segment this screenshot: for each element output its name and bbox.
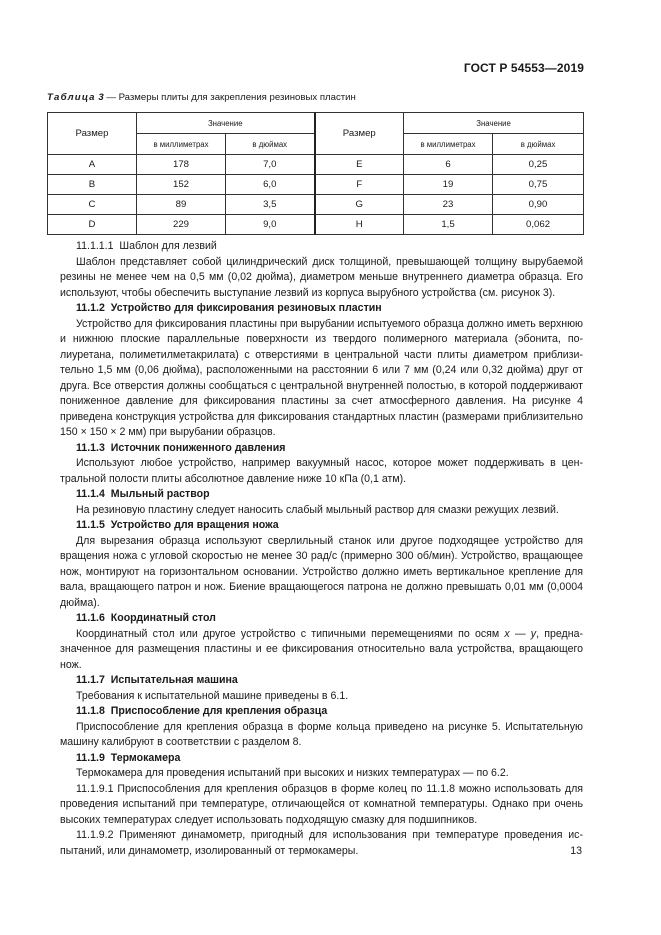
cell-mm: 6 [404,155,493,175]
table-caption [47,92,356,103]
paragraph: Шаблон представляет собой цилиндрический диск толщиной, превышающей толщину вырубаемой резины не менее чем на 0,5 мм (0,02 дюйма), диаметром меньше внутреннего диаметра образца. Его используют, чтобы обеспечить выступание лезвий из корпуса вырубного устройства (см. рисунок 3). [60,255,583,299]
cell-in: 0,062 [493,215,584,235]
header-in-left: в дюймах [226,134,315,155]
paragraph: Требования к испытательной машине приведены в 6.1. [76,689,349,702]
body-text [60,239,583,859]
table-caption-text: — Размеры плиты для закрепления резиновых пластин [103,92,356,103]
section-number: 11.1.5 [76,519,105,531]
header-size-right: Размер [315,113,404,155]
table-row [48,215,584,235]
section-number: 11.1.1.1 [76,240,114,252]
header-value-left: Значение [137,113,315,134]
table-row [48,155,584,175]
cell-mm: 23 [404,195,493,215]
cell-mm: 178 [137,155,226,175]
cell-size: E [315,155,404,175]
cell-in: 7,0 [226,155,315,175]
cell-in: 0,90 [493,195,584,215]
cell-size: C [48,195,137,215]
paragraph: Устройство для фиксирования пластины при вырубании испытуемого образца должно иметь верхнюю и нижнюю плоские параллельные поверхности из твердого полимерного материала (эбонита, полиуретана, полиметилметакрилата) с отверстиями в центральной части плиты диаметром приблизительно 1,5 мм (0,06 дюйма), расположенными на расстоянии 6 или 7 мм (0,24 или 0,32 дюйма) друг от друга. Все отверстия должны сообщаться с центральной внутренней полостью, в которой поддерживают пониженное давление для фиксирования пластины за счет атмосферного давления. На рисунке 4 приведена конструкция устройства для фиксирования стандартных пластин (размерами приблизительно 150 × 150 × 2 мм) при вырубании образцов. [60,317,583,438]
paragraph: Термокамера для проведения испытаний при высоких и низких температурах — по 6.2. [76,767,509,779]
cell-in: 9,0 [226,215,315,235]
page-number: 13 [570,845,582,857]
section-title: Приспособление для крепления образца [110,705,328,717]
section-title: Устройство для вращения ножа [110,519,279,531]
section-number: 11.1.2 [76,302,105,314]
cell-mm: 229 [137,215,226,235]
section-heading [60,301,583,317]
cell-size: A [48,155,137,175]
section-heading [60,239,583,255]
standard-code: ГОСТ Р 54553—2019 [463,61,584,75]
axis-y: y [530,627,537,640]
header-size-left: Размер [48,113,137,155]
section-heading [60,518,583,534]
section-heading [60,751,583,767]
cell-size: D [48,215,137,235]
section-heading [60,441,583,457]
paragraph: Для вырезания образца используют сверлильный станок или другое подходящее устройство для вращения ножа с угловой скоростью не менее 30 рад/с (примерно 300 об/мин). Устройство, вращающее нож, монтируют на горизонтальном основании. Устройство должно иметь вертикальное крепление для вала, вращающего патрон и нож. Биение вращающегося патрона не должно превышать 0,01 мм (0,0004 дюйма). [60,534,583,609]
cell-size: B [48,175,137,195]
section-heading [60,673,583,689]
section-number: 11.1.7 [76,674,105,686]
paragraph: 11.1.9.2 Применяют динамометр, пригодный для использования при температуре проведения испытаний, или динамометр, изолированный от термокамеры. [60,829,583,857]
header-mm-left: в миллиметрах [137,134,226,155]
paragraph: Приспособление для крепления образца в форме кольца приведено на рисунке 5. Испытательную машину калибруют в соответствии с разделом 8. [60,720,583,748]
paragraph-text: , предназначенное для размещения пластины и ее фиксирования относительно вала устройства, вращающего нож. [60,627,583,671]
cell-in: 3,5 [226,195,315,215]
section-number: 11.1.9 [76,751,105,764]
header-mm-right: в миллиметрах [404,134,493,155]
section-title: Координатный стол [110,612,216,624]
cell-in: 0,25 [493,155,584,175]
header-in-right: в дюймах [493,134,584,155]
paragraph-text: — [509,627,531,640]
cell-mm: 89 [137,195,226,215]
table-row [48,195,584,215]
axis-x: x [504,627,510,640]
cell-mm: 1,5 [404,215,493,235]
section-number: 11.1.8 [76,705,105,717]
section-heading [60,704,583,720]
section-title: Мыльный раствор [110,488,210,500]
header-value-right: Значение [404,113,584,134]
section-number: 11.1.6 [76,612,105,624]
table-row [48,175,584,195]
paragraph: На резиновую пластину следует наносить слабый мыльный раствор для смазки режущих лезвий. [76,503,559,516]
table-caption-number: 3 [98,92,104,103]
section-title: Термокамера [110,751,181,764]
cell-mm: 152 [137,175,226,195]
section-number: 11.1.3 [76,441,105,454]
section-title: Шаблон для лезвий [119,240,217,252]
paragraph: 11.1.9.1 Приспособления для крепления образцов в форме колец по 11.1.8 можно использовать для проведения испытаний при температуре, отличающейся от комнатной температуры. Однако при очень высоких температурах следует использовать подходящую смазку для подшипников. [60,782,583,826]
table-header-row [48,113,584,134]
section-heading [60,487,583,503]
cell-size: F [315,175,404,195]
table-caption-label: Таблица [47,92,96,103]
cell-in: 0,75 [493,175,584,195]
paragraph: Используют любое устройство, например вакуумный насос, которое может поддерживать в центральной полости плиты абсолютное давление ниже 10 кПа (0,1 атм). [60,457,583,485]
cell-size: G [315,195,404,215]
cell-mm: 19 [404,175,493,195]
cell-in: 6,0 [226,175,315,195]
section-title: Источник пониженного давления [110,441,286,454]
section-heading [60,611,583,627]
section-title: Испытательная машина [110,674,238,686]
cell-size: H [315,215,404,235]
section-number: 11.1.4 [76,488,105,500]
plate-dimensions-table [47,112,584,235]
paragraph-text: Координатный стол или другое устройство с типичными перемещениями по осям [76,627,505,640]
section-title: Устройство для фиксирования резиновых пластин [110,302,382,314]
paragraph [60,627,583,674]
